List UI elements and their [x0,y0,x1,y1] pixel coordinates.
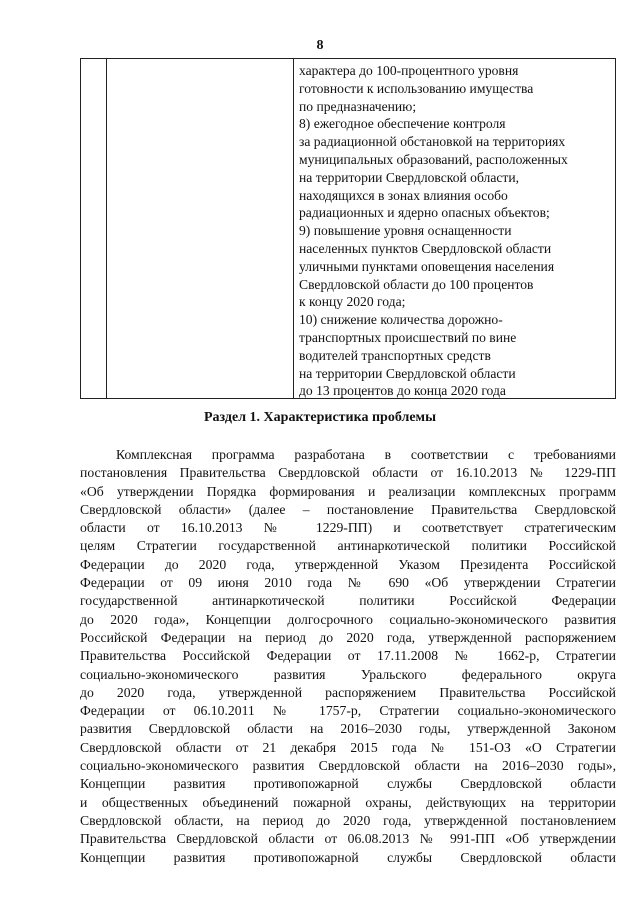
table-line: Свердловской области до 100 процентов [299,276,534,292]
table-line: на территории Свердловской области [299,365,516,381]
table-line: населенных пунктов Свердловской области [299,240,552,256]
page-number: 8 [316,38,324,53]
paragraph-line: Свердловской области» (далее – постановление Правительства Свердловской [80,501,616,517]
paragraph-line: целям Стратегии государственной антинаркотической политики Российской [80,538,616,554]
paragraph-line: области от 16.10.2013 № 1229-ПП) и соответствует стратегическим [80,520,616,536]
table-cell-targets [299,62,615,400]
paragraph-line: Федерации от 06.10.2011 № 1757-р, Стратегии социально-экономического [80,703,616,719]
body-paragraph [80,446,616,867]
table-column-divider-2 [293,59,294,398]
table-line: характера до 100-процентного уровня [299,63,519,78]
paragraph-line: социально-экономического развития Свердловской области на 2016–2030 годы», [80,758,616,774]
table-line: 10) снижение количества дорожно- [299,312,503,328]
table-column-divider-1 [106,59,107,398]
paragraph-line: развития Свердловской области на 2016–2030 годы, утвержденной Законом [80,721,616,737]
table-line: водителей транспортных средств [299,347,491,363]
table-line: транспортных происшествий по вине [299,329,517,345]
paragraph-line: социально-экономического развития Уральского федерального округа [80,666,616,682]
paragraph-line: Российской Федерации на период до 2020 года, утвержденной распоряжением [80,629,616,645]
table-line: за радиационной обстановкой на территориях [299,134,566,150]
paragraph-line: до 2020 года, утвержденной распоряжением Правительства Российской [80,684,616,700]
paragraph-line: государственной антинаркотической политики Российской Федерации [80,593,616,609]
continued-table [80,58,616,399]
paragraph-line: Концепции развития противопожарной службы Свердловской области [80,849,616,865]
section-title: Раздел 1. Характеристика проблемы [203,410,437,425]
table-line: радиационных и ядерно опасных объектов; [299,205,550,221]
paragraph-line: Концепции развития противопожарной службы Свердловской области [80,776,616,792]
paragraph-line: и общественных объединений пожарной охраны, действующих на территории [80,794,616,810]
paragraph-line: Правительства Свердловской области от 06.08.2013 № 991-ПП «Об утверждении [80,831,616,847]
table-line: до 13 процентов до конца 2020 года [299,383,506,399]
table-line: 9) повышение уровня оснащенности [299,223,512,239]
paragraph-line: до 2020 года», Концепции долгосрочного социально-экономического развития [80,611,616,627]
paragraph-line: Правительства Российской Федерации от 17.11.2008 № 1662-р, Стратегии [80,648,616,664]
table-line: на территории Свердловской области, [299,169,520,185]
paragraph-line: Свердловской области от 21 декабря 2015 года № 151-ОЗ «О Стратегии [80,739,616,755]
paragraph-line: Федерации до 2020 года, утвержденной Указом Президента Российской [80,556,616,572]
table-line: по предназначению; [299,98,417,114]
table-line: 8) ежегодное обеспечение контроля [299,116,506,132]
table-line: муниципальных образований, расположенных [299,151,568,167]
paragraph-line: Свердловской области, на период до 2020 года, утвержденной постановлением [80,812,616,828]
paragraph-line: Комплексная программа разработана в соответствии с требованиями [116,447,616,462]
table-line: находящихся в зонах влияния особо [299,187,508,203]
table-line: к концу 2020 года; [299,294,406,310]
table-line: готовности к использованию имущества [299,80,534,96]
paragraph-line: постановления Правительства Свердловской области от 16.10.2013 № 1229-ПП [80,465,616,481]
paragraph-line: «Об утверждении Порядка формирования и реализации комплексных программ [80,483,616,499]
table-line: уличными пунктами оповещения населения [299,258,555,274]
paragraph-line: Федерации от 09 июня 2010 года № 690 «Об утверждении Стратегии [80,575,616,591]
